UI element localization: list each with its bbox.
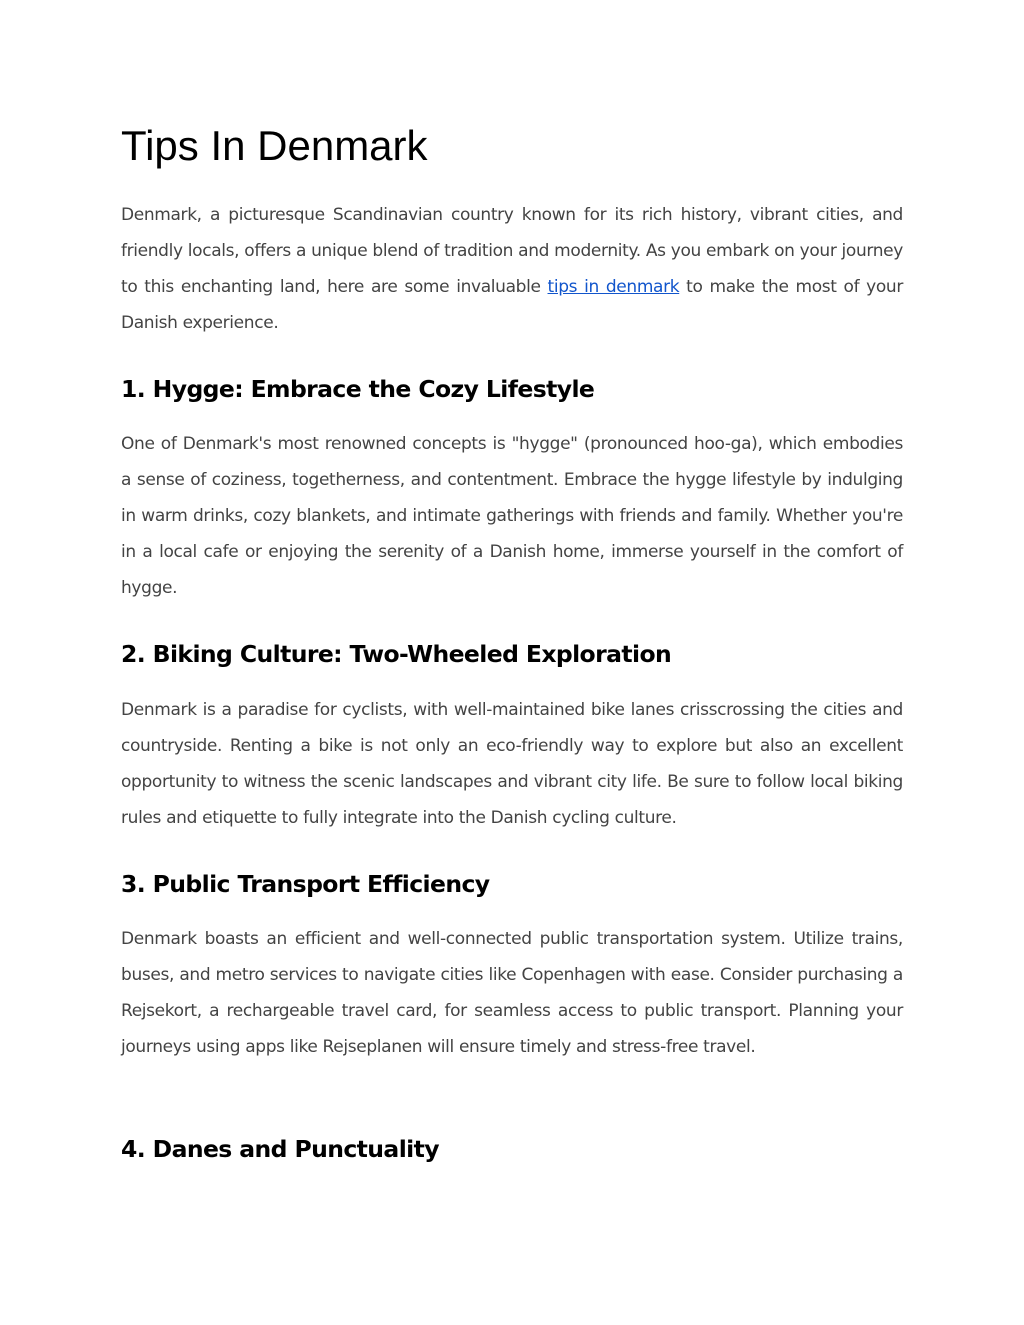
section-heading-public-transport: 3. Public Transport Efficiency — [121, 870, 490, 898]
intro-text-before-link: Denmark, a picturesque Scandinavian country known for its rich history, vibrant cities, and friendly locals, offers a unique blend of tradition and modernity. As you embark on your journey to this enchanting land, here are some invaluable — [121, 205, 903, 297]
tips-in-denmark-link[interactable]: tips in denmark — [547, 277, 680, 297]
page-title: Tips In Denmark — [121, 122, 428, 169]
section-body-public-transport: Denmark boasts an efficient and well-connected public transportation system. Utilize trains, buses, and metro services to navigate cities like Copenhagen with ease. Consider purchasing a Rejsekort, a rechargeable travel card, for seamless access to public transport. Planning your journeys using apps like Rejseplanen will ensure timely and stress-free travel. — [121, 929, 903, 1057]
intro-paragraph — [121, 197, 903, 341]
section-heading-hygge: 1. Hygge: Embrace the Cozy Lifestyle — [121, 375, 595, 403]
intro-text-after-link: to make the most of your Danish experience. — [121, 277, 903, 333]
section-body-hygge: One of Denmark's most renowned concepts is "hygge" (pronounced hoo-ga), which embodies a sense of coziness, togetherness, and contentment. Embrace the hygge lifestyle by indulging in warm drinks, cozy blankets, and intimate gatherings with friends and family. Whether you're in a local cafe or enjoying the serenity of a Danish home, immerse yourself in the comfort of hygge. — [121, 434, 903, 598]
section-body-biking: Denmark is a paradise for cyclists, with well-maintained bike lanes crisscrossing the cities and countryside. Renting a bike is not only an eco-friendly way to explore but also an excellent opportunity to witness the scenic landscapes and vibrant city life. Be sure to follow local biking rules and etiquette to fully integrate into the Danish cycling culture. — [121, 700, 903, 828]
section-heading-punctuality: 4. Danes and Punctuality — [121, 1135, 439, 1163]
section-heading-biking: 2. Biking Culture: Two-Wheeled Exploration — [121, 640, 672, 668]
